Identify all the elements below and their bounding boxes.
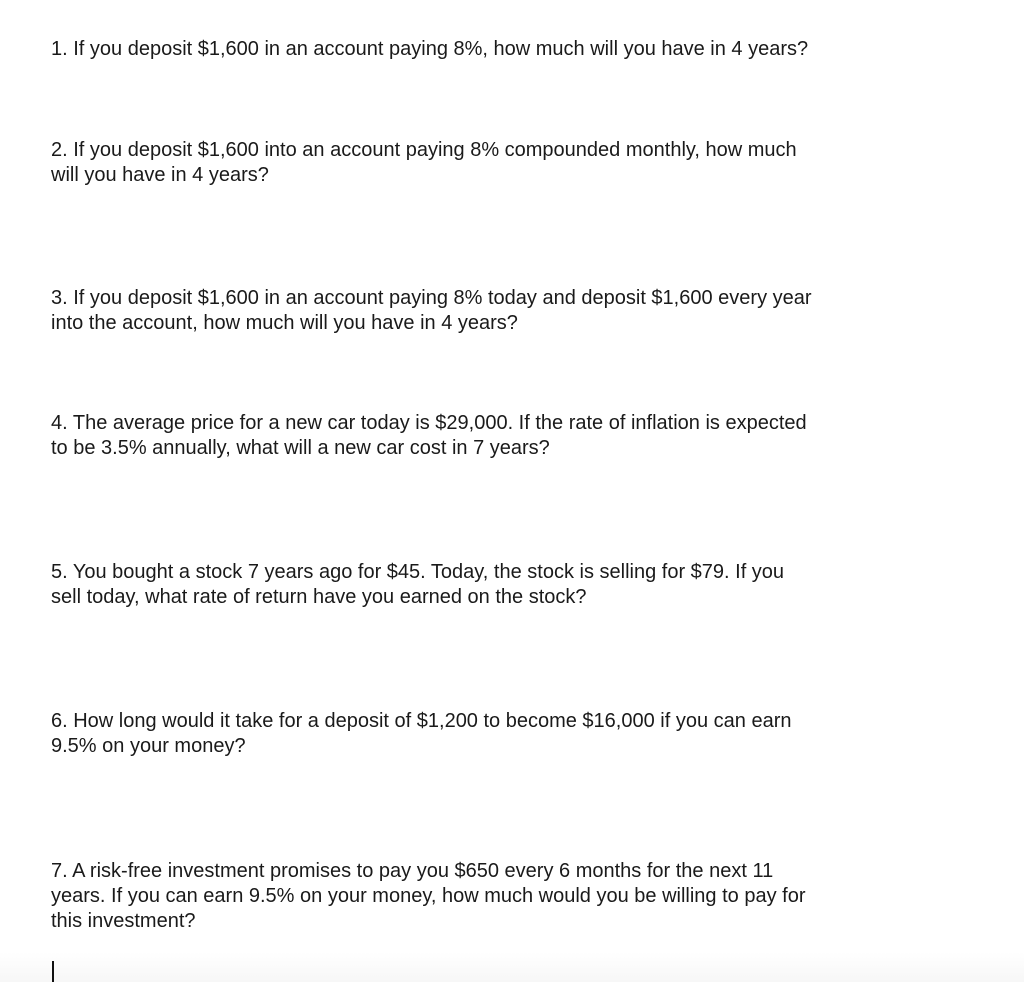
question-1 [51, 37, 901, 62]
question-line: 7. A risk-free investment promises to pay you $650 every 6 months for the next 11 [51, 860, 774, 882]
question-line: to be 3.5% annually, what will a new car cost in 7 years? [51, 437, 550, 459]
question-6 [51, 709, 901, 759]
question-line: sell today, what rate of return have you earned on the stock? [51, 586, 587, 608]
question-line: into the account, how much will you have in 4 years? [51, 312, 518, 334]
question-7 [51, 859, 901, 934]
question-line: 4. The average price for a new car today is $29,000. If the rate of inflation is expected [51, 412, 807, 434]
question-line: 3. If you deposit $1,600 in an account paying 8% today and deposit $1,600 every year [51, 287, 812, 309]
question-4 [51, 411, 901, 461]
question-3 [51, 286, 901, 336]
text-cursor [52, 961, 54, 982]
question-line: this investment? [51, 910, 196, 932]
question-line: 9.5% on your money? [51, 735, 246, 757]
question-line: 5. You bought a stock 7 years ago for $45. Today, the stock is selling for $79. If you [51, 561, 785, 583]
question-line: 6. How long would it take for a deposit of $1,200 to become $16,000 if you can earn [51, 710, 792, 732]
question-line: 2. If you deposit $1,600 into an account paying 8% compounded monthly, how much [51, 139, 797, 161]
question-2 [51, 138, 901, 188]
question-line: years. If you can earn 9.5% on your money, how much would you be willing to pay for [51, 885, 806, 907]
page-bottom-shade [0, 952, 1024, 982]
question-5 [51, 560, 901, 610]
question-line: will you have in 4 years? [51, 164, 269, 186]
question-line: 1. If you deposit $1,600 in an account paying 8%, how much will you have in 4 years? [51, 38, 809, 60]
